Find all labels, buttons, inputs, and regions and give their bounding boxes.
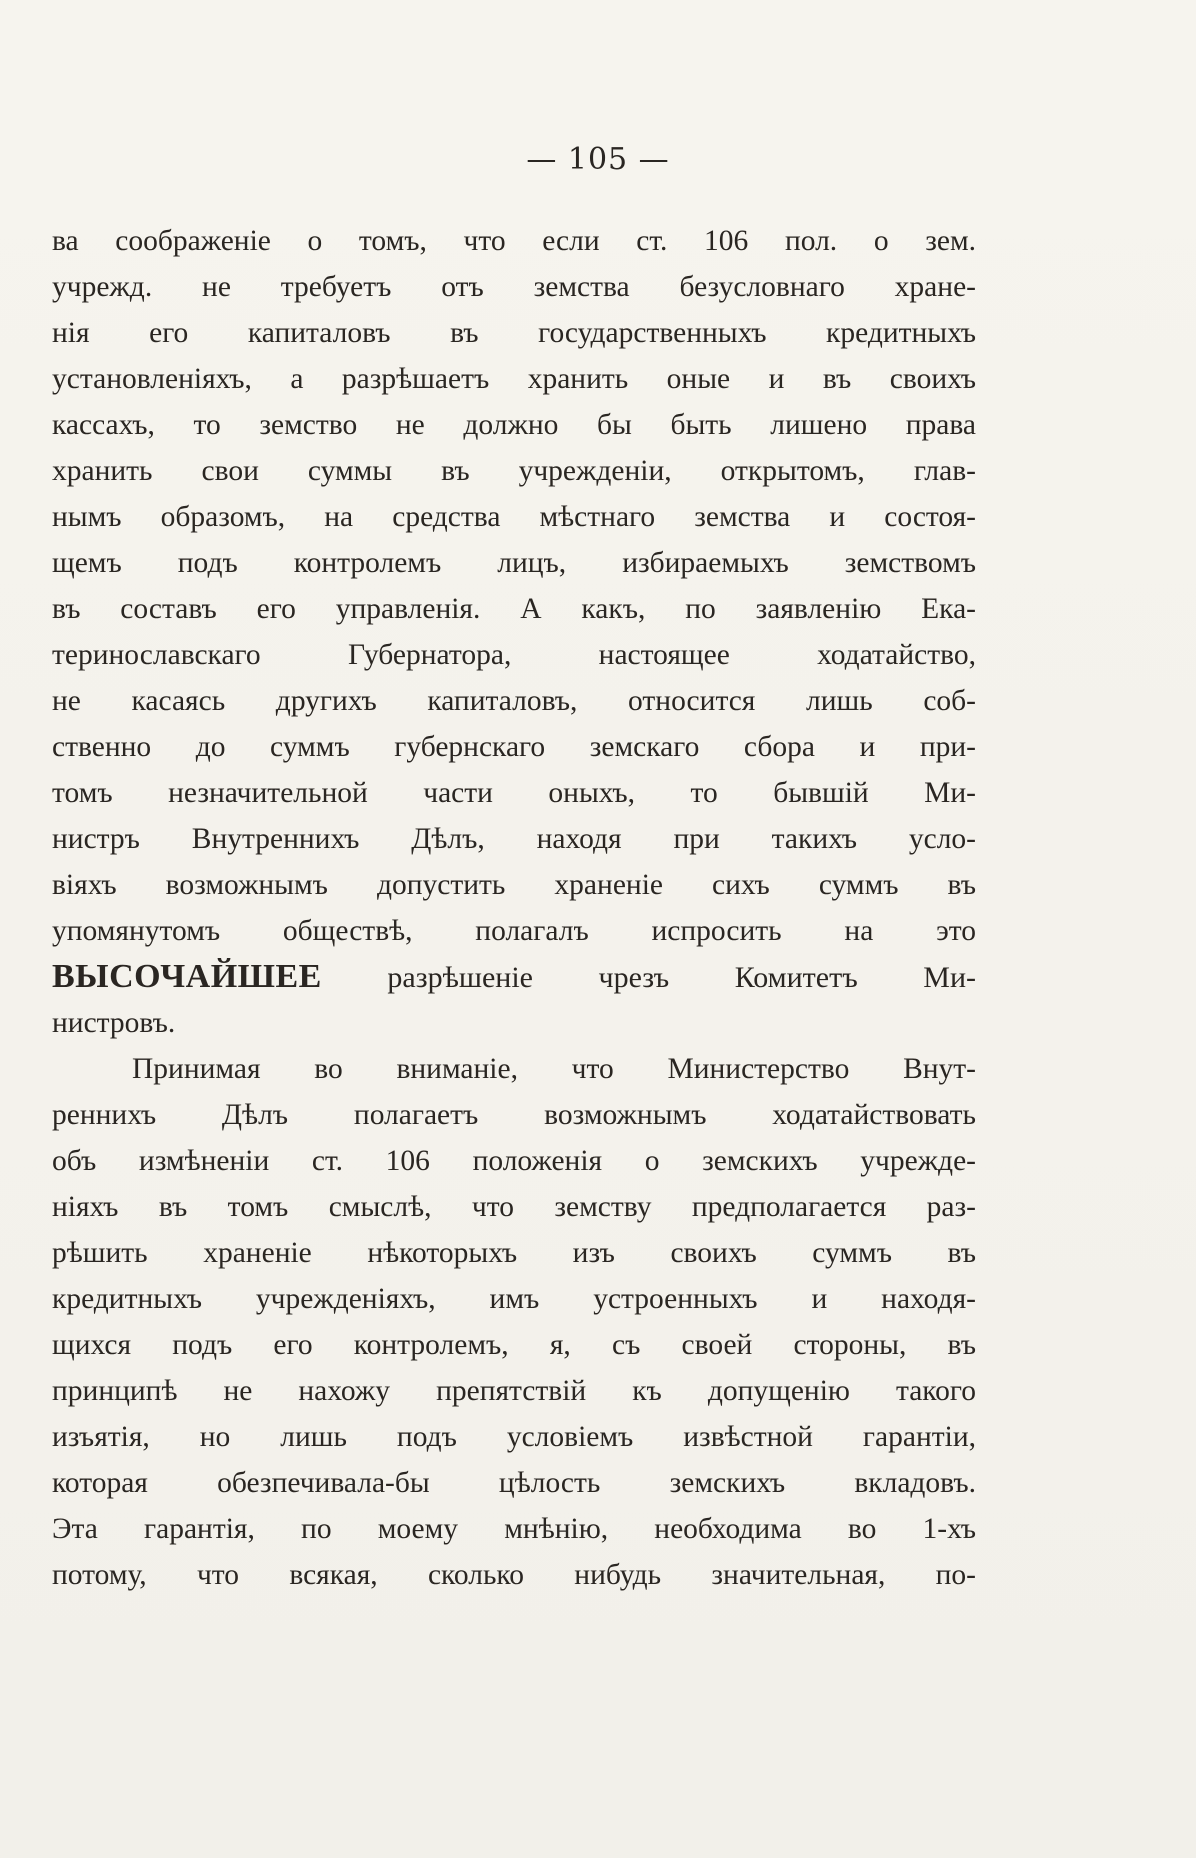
text-line: которая обезпечивала-бы цѣлость земскихъ вкладовъ. [52,1467,976,1499]
text-line: Эта гарантія, по моему мнѣнію, необходима во 1-хъ [52,1513,976,1545]
text-line-emphasis [52,954,976,1000]
text-line: изъятія, но лишь подъ условіемъ извѣстной гарантіи, [52,1421,976,1453]
text-line: нистръ Внутреннихъ Дѣлъ, находя при такихъ усло- [52,823,976,855]
body-text [52,218,976,1598]
text-line: віяхъ возможнымъ допустить храненіе сихъ суммъ въ [52,869,976,901]
text-line: объ измѣненіи ст. 106 положенія о земскихъ учрежде- [52,1145,976,1177]
text-line-rest: разрѣшеніе чрезъ Комитетъ Ми- [321,961,976,994]
text-line: принципѣ не нахожу препятствій къ допущенію такого [52,1375,976,1407]
text-line: кассахъ, то земство не должно бы быть лишено права [52,409,976,441]
text-line: нымъ образомъ, на средства мѣстнаго земства и состоя- [52,501,976,533]
text-line: щемъ подъ контролемъ лицъ, избираемыхъ земствомъ [52,547,976,579]
text-line: ственно до суммъ губернскаго земскаго сбора и при- [52,731,976,763]
text-line: въ составъ его управленія. А какъ, по заявленію Ека- [52,593,976,625]
text-line: потому, что всякая, сколько нибудь значительная, по- [52,1559,976,1591]
text-line: ніяхъ въ томъ смыслѣ, что земству предполагается раз- [52,1191,976,1223]
text-line: рѣшить храненіе нѣкоторыхъ изъ своихъ суммъ въ [52,1237,976,1269]
text-line: кредитныхъ учрежденіяхъ, имъ устроенныхъ и находя- [52,1283,976,1315]
text-line: хранить свои суммы въ учрежденіи, открытомъ, глав- [52,455,976,487]
text-line: нистровъ. [52,1007,176,1039]
text-line: не касаясь другихъ капиталовъ, относится лишь соб- [52,685,976,717]
emphasized-word: ВЫСОЧАЙШЕЕ [52,958,322,995]
page-number: — 105 — [526,142,670,177]
text-line: нія его капиталовъ въ государственныхъ кредитныхъ [52,317,976,349]
text-line: ва соображеніе о томъ, что если ст. 106 пол. о зем. [52,225,976,257]
text-line: щихся подъ его контролемъ, я, съ своей стороны, въ [52,1329,976,1361]
text-line: упомянутомъ обществѣ, полагалъ испросить на это [52,915,976,947]
text-line: учрежд. не требуетъ отъ земства безусловнаго хране- [52,271,976,303]
paragraph-start-line: Принимая во вниманіе, что Министерство Внут- [132,1053,976,1085]
text-line: теринославскаго Губернатора, настоящее ходатайство, [52,639,976,671]
text-line: реннихъ Дѣлъ полагаетъ возможнымъ ходатайствовать [52,1099,976,1131]
text-line: томъ незначительной части оныхъ, то бывшій Ми- [52,777,976,809]
text-line: установленіяхъ, а разрѣшаетъ хранить оные и въ своихъ [52,363,976,395]
